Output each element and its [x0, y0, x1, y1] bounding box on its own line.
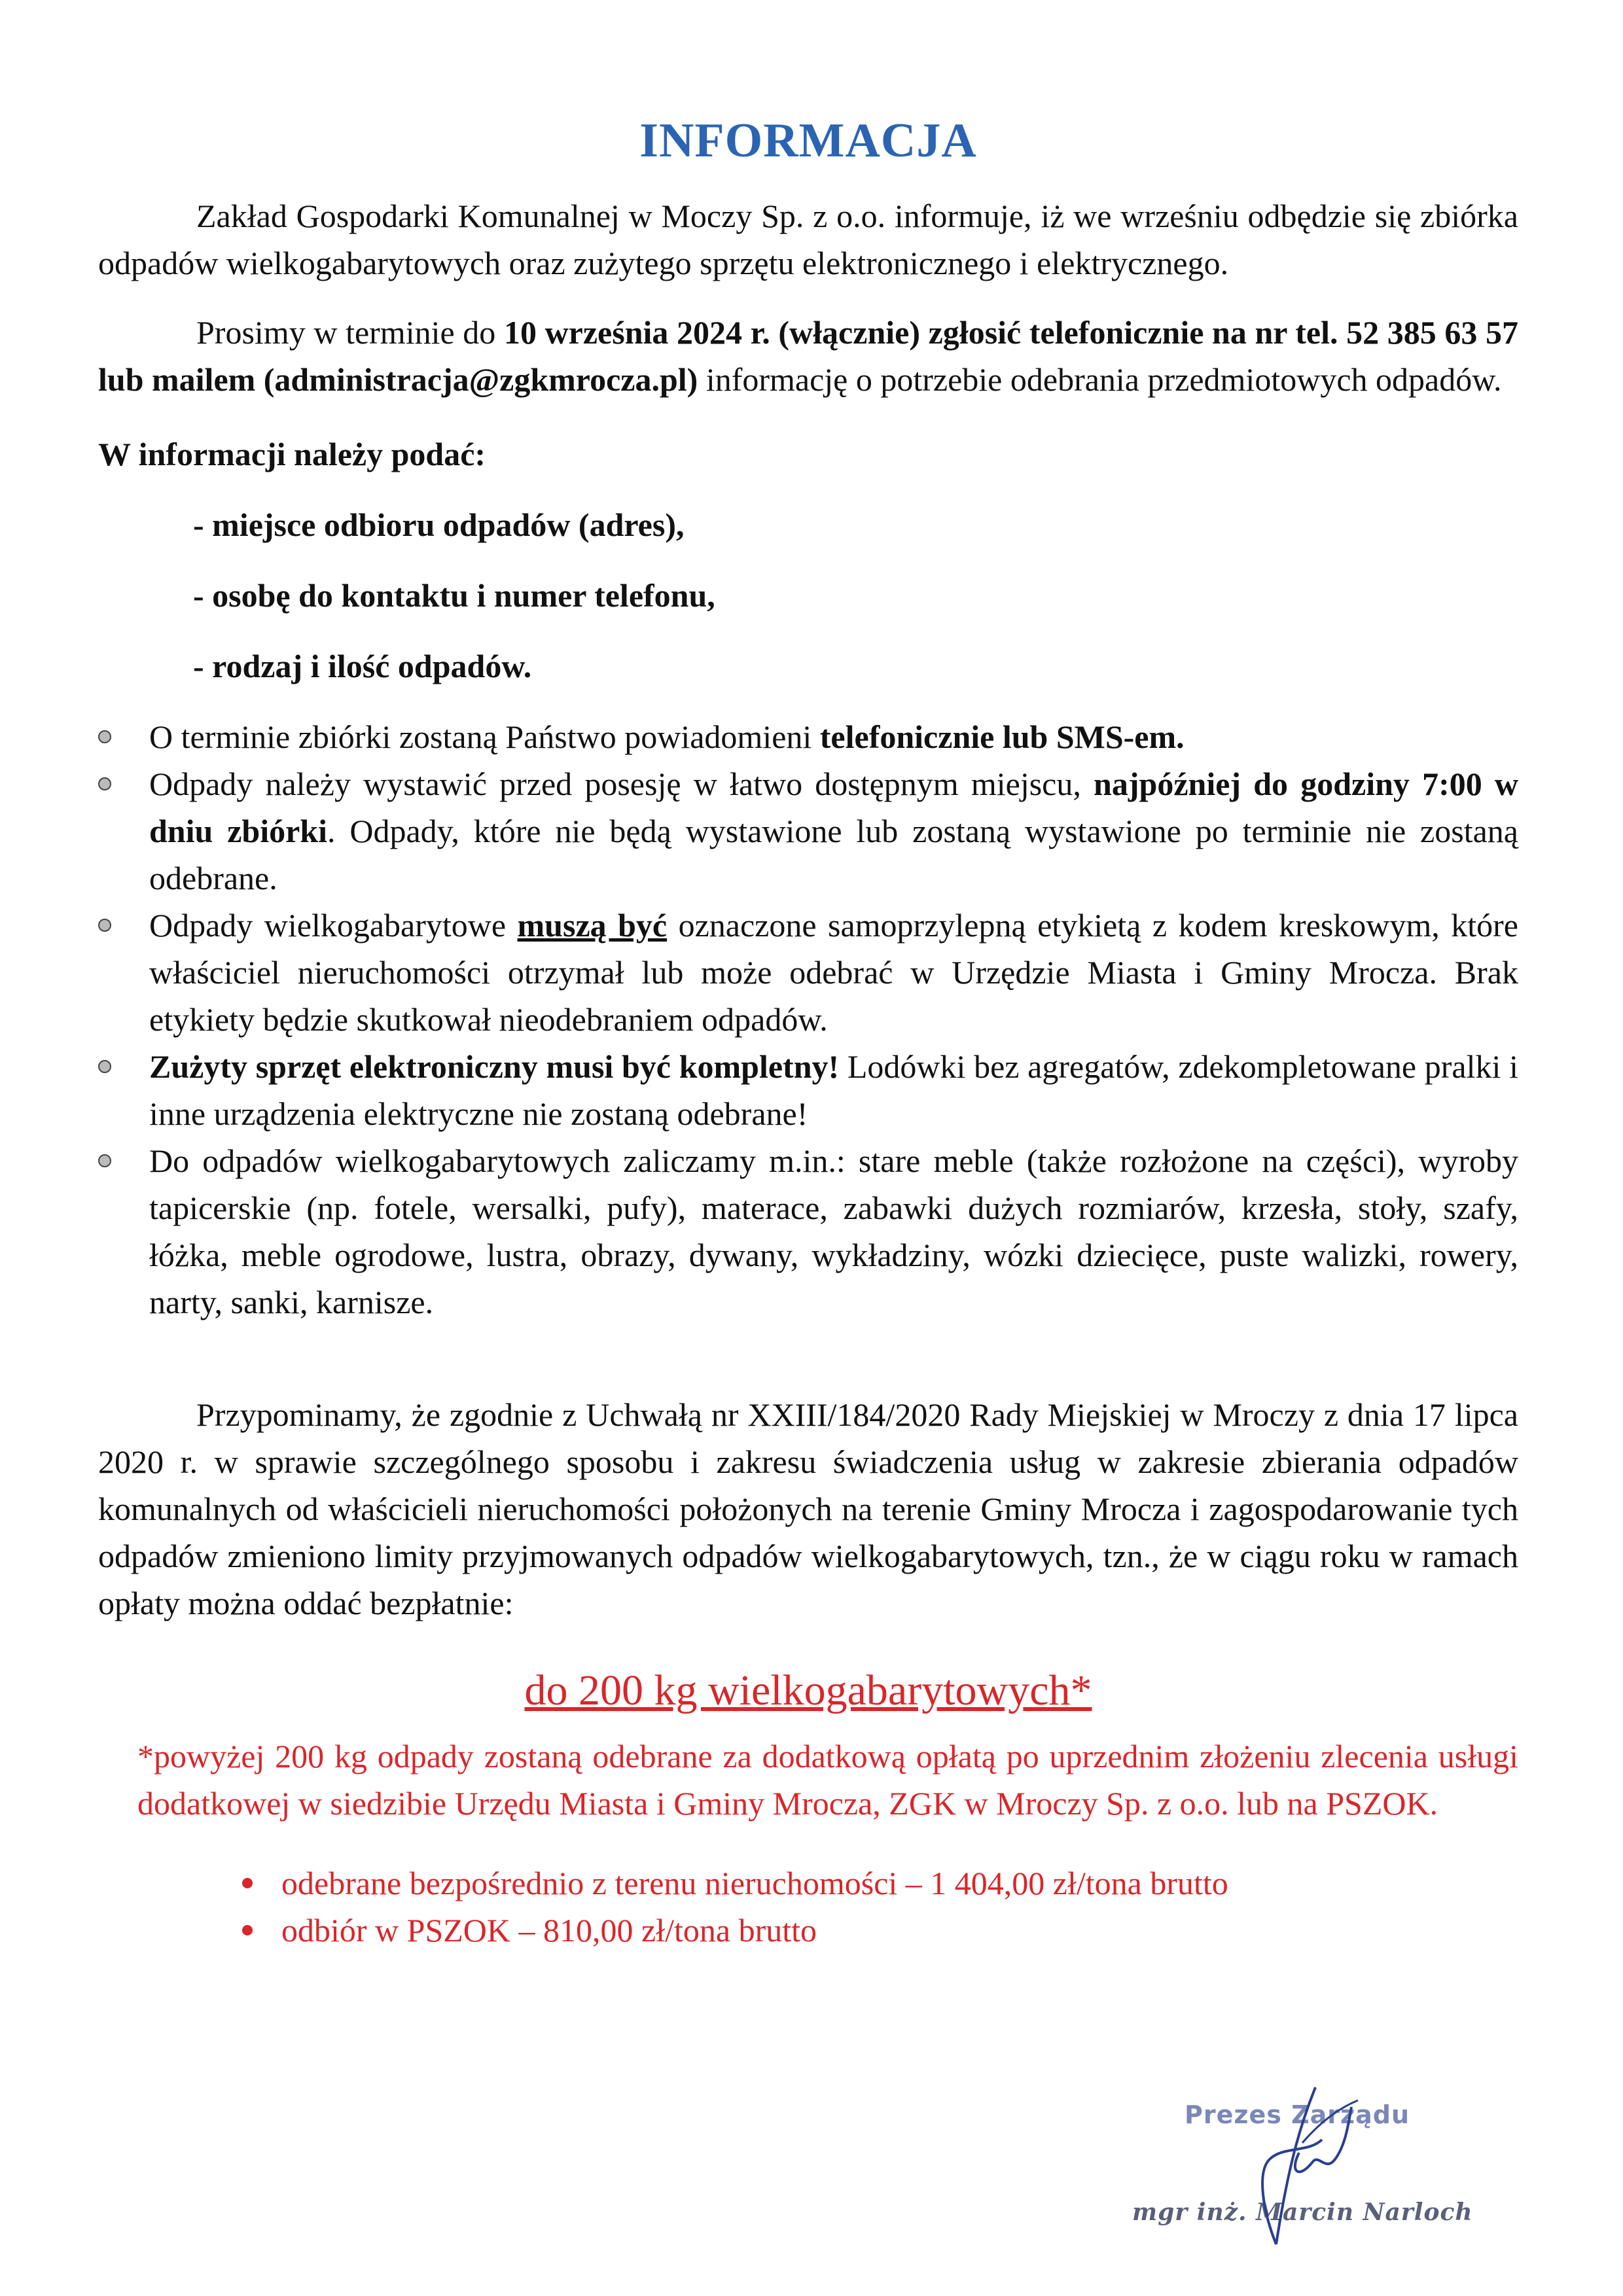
info-bullet-list: [98, 713, 1518, 1326]
requirement-item: - rodzaj i ilość odpadów.: [193, 648, 532, 684]
reminder-paragraph: Przypominamy, że zgodnie z Uchwałą nr XXIII/184/2020 Rady Miejskiej w Mroczy z dnia 17 lipca 2020 r. w sprawie szczególnego sposobu i zakresu świadczenia usług w zakresie zbierania odpadów komunalnych od właścicieli nieruchomości położonych na terenie Gminy Mrocza i zagospodarowanie tych odpadów zmieniono limity przyjmowanych odpadów wielkogabarytowych, tzn., że w ciągu roku w ramach opłaty można oddać bezpłatnie:: [98, 1396, 1518, 1621]
document-body: [98, 105, 1518, 1954]
bullet-notification: O terminie zbiórki zostaną Państwo powiadomieni telefonicznie lub SMS-em.: [98, 713, 1518, 760]
handwritten-signature-icon: [1237, 2081, 1368, 2251]
fee-list: [98, 1860, 1518, 1954]
request-deadline-contact: 10 września 2024 r. (włącznie) zgłosić telefonicznie na nr tel. 52 385 63 57 lub mailem (administracja@zgkmrocza.pl): [98, 314, 1518, 398]
free-limit-heading: do 200 kg wielkogabarytowych*: [524, 1667, 1092, 1714]
fee-item: odbiór w PSZOK – 810,00 zł/tona brutto: [98, 1907, 1518, 1954]
requirement-item: - osobę do kontaktu i numer telefonu,: [193, 577, 715, 614]
intro-paragraph: Zakład Gospodarki Komunalnej w Moczy Sp. z o.o. informuje, iż we wrześniu odbędzie się zbiórka odpadów wielkogabarytowych oraz zużytego sprzętu elektronicznego i elektrycznego.: [98, 198, 1518, 281]
bullet-label-requirement: Odpady wielkogabarytowe muszą być oznaczone samoprzylepną etykietą z kodem kreskowym, które właściciel nieruchomości otrzymał lub może odebrać w Urzędzie Miasta i Gminy Mrocza. Brak etykiety będzie skutkował nieodebraniem odpadów.: [98, 902, 1518, 1043]
signature-name: mgr inż. Marcin Narloch: [1132, 2199, 1473, 2226]
bullet-dot-icon: [98, 730, 111, 743]
requirement-item: - miejsce odbioru odpadów (adres),: [193, 506, 685, 543]
bullet-bulky-examples: Do odpadów wielkogabarytowych zaliczamy m.in.: stare meble (także rozłożone na części), wyroby tapicerskie (np. fotele, wersalki, pufy), materace, zabawki dużych rozmiarów, krzesła, stoły, szafy, łóżka, meble ogrodowe, lustra, obrazy, dywany, wykładziny, wózki dziecięce, puste walizki, rowery, narty, sanki, karnisze.: [98, 1137, 1518, 1326]
request-paragraph: [98, 309, 1518, 403]
request-text-3: informację o potrzebie odebrania przedmiotowych odpadów.: [698, 361, 1502, 398]
bullet-dot-icon: [98, 1154, 111, 1167]
extra-fee-note: *powyżej 200 kg odpady zostaną odebrane za dodatkową opłatą po uprzednim złożeniu zlecenia usługi dodatkowej w siedzibie Urzędu Miasta i Gminy Mrocza, ZGK w Mroczy Sp. z o.o. lub na PSZOK.: [137, 1738, 1518, 1822]
bullet-dot-icon: [98, 777, 111, 790]
bullet-electronics: Zużyty sprzęt elektroniczny musi być kompletny! Lodówki bez agregatów, zdekompletowane pralki i inne urządzenia elektryczne nie zostaną odebrane!: [98, 1043, 1518, 1137]
signature-role: Prezes Zarządu: [1185, 2100, 1410, 2129]
requirements-title: W informacji należy podać:: [98, 436, 486, 472]
requirements-list: [98, 501, 1518, 690]
document-title: INFORMACJA: [639, 114, 977, 168]
bullet-dot-icon: [98, 919, 111, 932]
request-text-1: Prosimy w terminie do: [196, 314, 504, 351]
bullet-placement: Odpady należy wystawić przed posesję w łatwo dostępnym miejscu, najpóźniej do godziny 7:00 w dniu zbiórki. Odpady, które nie będą wystawione lub zostaną wystawione po terminie nie zostaną odebrane.: [98, 760, 1518, 902]
bullet-dot-icon: [98, 1060, 111, 1073]
fee-item: odebrane bezpośrednio z terenu nieruchomości – 1 404,00 zł/tona brutto: [98, 1860, 1518, 1907]
bullet-dot-icon: [242, 1878, 253, 1888]
bullet-dot-icon: [242, 1925, 253, 1935]
signature-block: [1113, 2081, 1518, 2251]
